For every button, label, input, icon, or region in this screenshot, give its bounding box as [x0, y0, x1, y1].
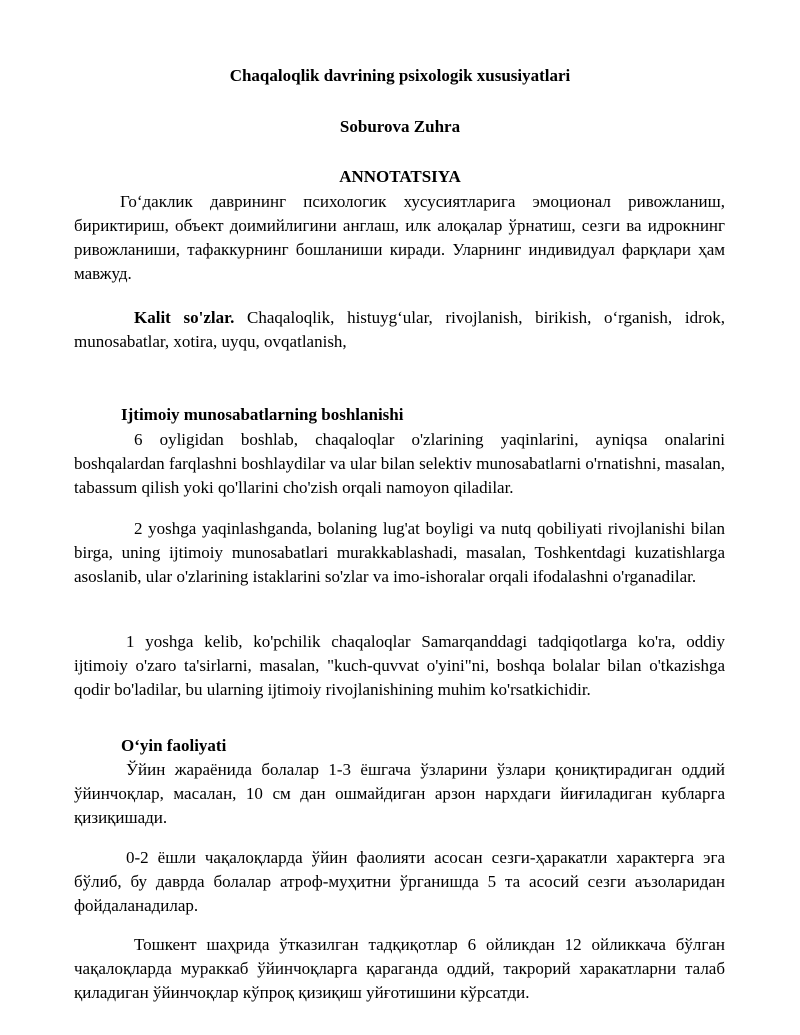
keywords-label: Kalit so'zlar. [134, 308, 235, 327]
paragraph-text: 2 yoshga yaqinlashganda, bolaning lug'at boyligi va nutq qobiliyati rivojlanishi bilan birga, uning ijtimoiy munosabatlari murakkablashadi, masalan, Toshkentdagi kuzatishlarga asoslanib, ular o'zlarining istaklarini so'zlar va imo-ishoralar orqali ifodalashni o'rganadilar. [74, 519, 725, 586]
section-heading-social: Ijtimoiy munosabatlarning boshlanishi [121, 405, 404, 424]
paper-author: Soburova Zuhra [339, 117, 461, 136]
paragraph-text: 6 oyligidan boshlab, chaqaloqlar o'zlarining yaqinlarini, ayniqsa onalarini boshqalardan farqlashni boshlaydilar va ular bilan selektiv munosabatlarni o'rnatishni, masalan, tabassum qilish yoki qo'llarini cho'zish orqali namoyon qiladilar. [74, 430, 725, 497]
paragraph-text: 0-2 ёшли чақалоқларда ўйин фаолияти асосан сезги-ҳаракатли характерга эга бўлиб, бу даврда болалар атроф-муҳитни ўрганишда 5 та асосий сезги аъзоларидан фойдаланадилар. [74, 848, 725, 915]
paragraph-text: Ўйин жараёнида болалар 1-3 ёшгача ўзларини ўзлари қониқтирадиган оддий ўйинчоқлар, масалан, 10 см дан ошмайдиган арзон нархдаги йиғиладиган кубларга қизиқишади. [74, 760, 725, 827]
keywords-text: Chaqaloqlik, histuyg‘ular, rivojlanish, birikish, o‘rganish, idrok, munosabatlar, xotira, uyqu, ovqatlanish, [74, 308, 725, 351]
social-paragraph-1 [74, 428, 725, 500]
annotation-heading: ANNOTATSIYA [339, 167, 461, 186]
keywords-paragraph [74, 306, 725, 354]
paragraph-text: Тошкент шаҳрида ўтказилган тадқиқотлар 6 ойликдан 12 ойликкача бўлган чақалоқларда мураккаб ўйинчоқларга қараганда оддий, такрорий харакатларни талаб қиладиган ўйинчоқлар кўпроқ қизиқиш уйғотишини кўрсатди. [74, 935, 725, 1002]
section-heading-play: O‘yin faoliyati [121, 736, 227, 755]
paragraph-text: 1 yoshga kelib, ko'pchilik chaqaloqlar Samarqanddagi tadqiqotlarga ko'ra, oddiy ijtimoiy o'zaro ta'sirlarni, masalan, "kuch-quvvat o'yini"ni, boshqa bolalar bilan o'tkazishga qodir bo'ladilar, bu ularning ijtimoiy rivojlanishining muhim ko'rsatkichidir. [74, 632, 725, 699]
play-paragraph-2 [74, 846, 725, 918]
play-paragraph-1 [74, 758, 725, 830]
paper-title: Chaqaloqlik davrining psixologik xususiyatlari [229, 66, 571, 85]
annotation-paragraph [74, 190, 725, 286]
social-paragraph-2 [74, 517, 725, 589]
play-paragraph-3 [74, 933, 725, 1005]
social-paragraph-3 [74, 630, 725, 702]
annotation-text: Го‘даклик даврининг психологик хусусиятларига эмоционал ривожланиш, бириктириш, объект доимийлигини англаш, илк алоқалар ўрнатиш, сезги ва идрокнинг ривожланиши, тафаккурнинг бошланиши киради. Уларнинг индивидуал фарқлари ҳам мавжуд. [74, 192, 725, 283]
